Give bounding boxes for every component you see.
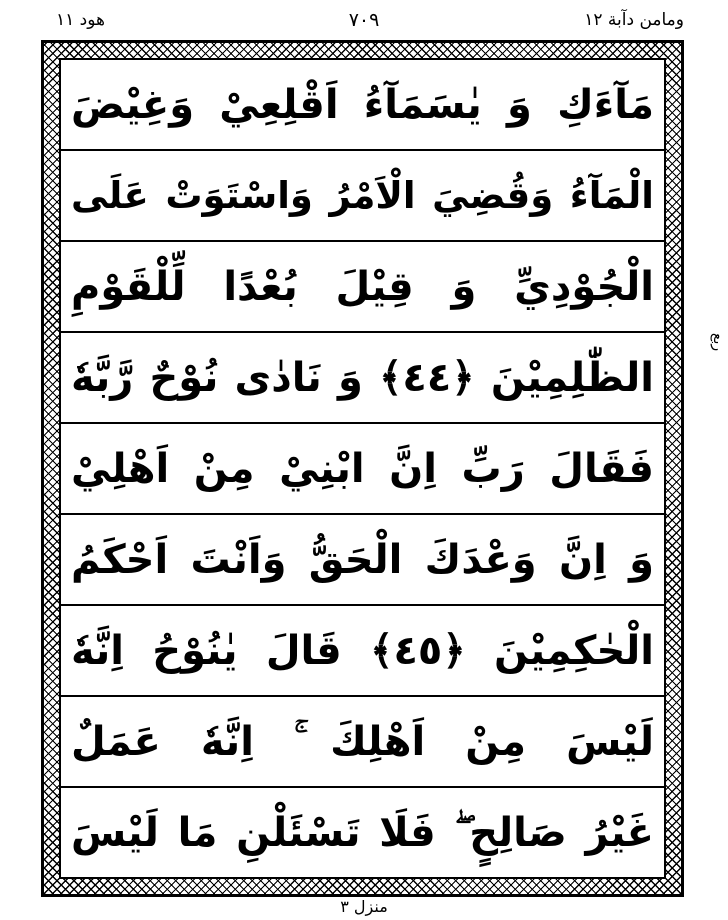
text-panel — [59, 58, 666, 879]
juz-name: ومامن دآبة ١٢ — [584, 10, 684, 30]
verse-line-5 — [61, 424, 664, 515]
verse-line-text: الْجُوْدِيِّ وَ قِيْلَ بُعْدًا لِّلْقَوْمِ — [71, 263, 654, 310]
verse-line-text: الْحٰكِمِيْنَ ﴿٤٥﴾ قَالَ يٰنُوْحُ اِنَّهٗ — [71, 627, 655, 674]
verse-line-7 — [61, 606, 664, 697]
surah-name: هود ١١ — [56, 10, 105, 30]
verse-line-text: وَ اِنَّ وَعْدَكَ الْحَقُّ وَاَنْتَ اَحْكَمُ — [71, 536, 654, 583]
verse-line-6 — [61, 515, 664, 606]
manzil-footer: منزل ٣ — [340, 897, 388, 916]
page-number: ٧٠٩ — [348, 9, 380, 31]
ornamental-frame — [41, 40, 684, 897]
verse-line-9 — [61, 788, 664, 877]
verse-line-text: الظّٰلِمِيْنَ ﴿٤٤﴾ وَ نَادٰى نُوْحٌ رَّبَّهٗ — [71, 354, 654, 401]
verse-line-4 — [61, 333, 664, 424]
rub-marker: ربع — [710, 333, 726, 352]
verse-line-2 — [61, 151, 664, 242]
verse-line-3 — [61, 242, 664, 333]
verse-line-text: الْمَآءُ وَقُضِيَ الْاَمْرُ وَاسْتَوَتْ عَلَى — [71, 174, 654, 217]
verse-line-text: مَآءَكِ وَ يٰسَمَآءُ اَقْلِعِيْ وَغِيْضَ — [71, 81, 654, 128]
verse-line-text: لَيْسَ مِنْ اَهْلِكَ ۚ اِنَّهٗ عَمَلٌ — [71, 718, 654, 765]
verse-line-text: فَقَالَ رَبِّ اِنَّ ابْنِيْ مِنْ اَهْلِيْ — [71, 445, 654, 492]
verse-line-1 — [61, 60, 664, 151]
verse-line-8 — [61, 697, 664, 788]
verse-line-text: غَيْرُ صَالِحٍ ۖ فَلَا تَسْئَلْنِ مَا لَيْسَ — [71, 809, 654, 856]
